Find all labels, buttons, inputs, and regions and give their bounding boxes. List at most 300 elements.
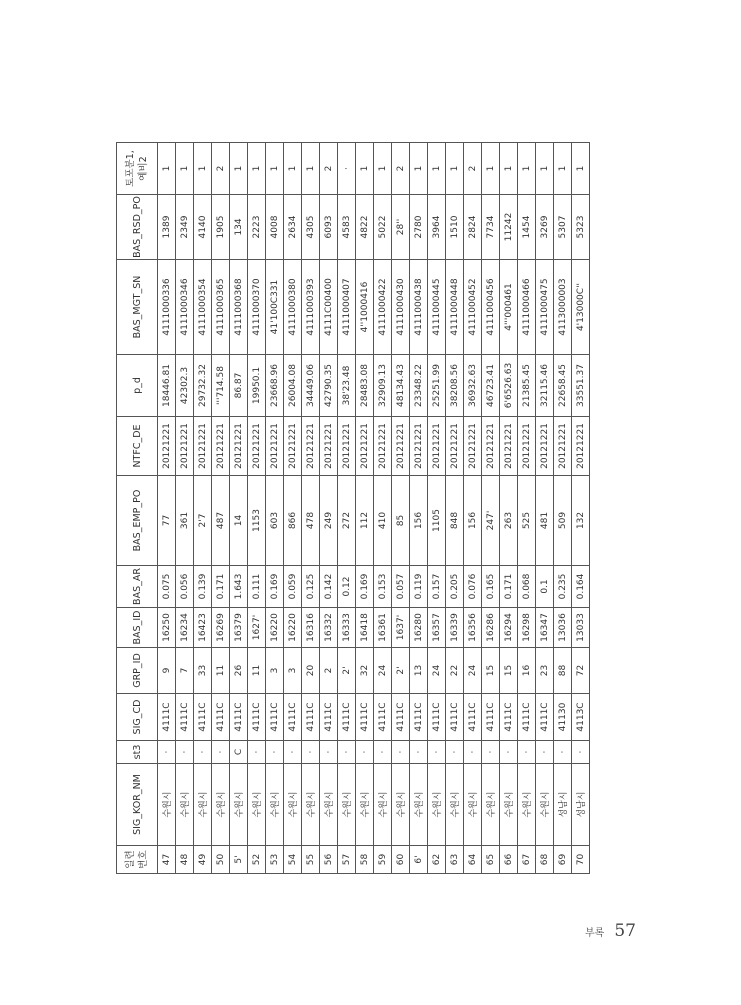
table-cell: 21385.45 [518, 355, 536, 417]
table-cell: 26 [230, 648, 248, 694]
table-cell: 16294 [500, 608, 518, 648]
table-cell: 수원시 [284, 764, 302, 846]
table-cell: 16332 [320, 608, 338, 648]
table-cell: 68 [536, 846, 554, 874]
table-cell: 3 [266, 648, 284, 694]
table-cell: 132 [572, 476, 590, 566]
table-cell: 20121221 [572, 417, 590, 476]
table-cell: 1 [500, 143, 518, 195]
table-cell: 2' [392, 648, 410, 694]
table-cell: 20121221 [518, 417, 536, 476]
table-cell: 4111C [176, 694, 194, 741]
table-row [482, 143, 500, 874]
table-cell: 72 [572, 648, 590, 694]
table-cell: 4111000380 [284, 260, 302, 355]
table-cell: 0.171 [212, 566, 230, 608]
table-cell: 3 [284, 648, 302, 694]
table-cell: 20121221 [212, 417, 230, 476]
table-cell: 32909.13 [374, 355, 392, 417]
table-row [212, 143, 230, 874]
table-cell: 0.157 [428, 566, 446, 608]
table-cell: 2'7 [194, 476, 212, 566]
table-cell: 112 [356, 476, 374, 566]
table-cell: 6'6526.63 [500, 355, 518, 417]
table-cell: 0.119 [410, 566, 428, 608]
table-cell: 70 [572, 846, 590, 874]
table-cell: 2 [464, 143, 482, 195]
table-cell: 4583 [338, 195, 356, 260]
table-cell: 2824 [464, 195, 482, 260]
table-cell: 4111C [284, 694, 302, 741]
table-cell: 2780 [410, 195, 428, 260]
table-cell: 50 [212, 846, 230, 874]
table-cell: 247' [482, 476, 500, 566]
table-cell: 63 [446, 846, 464, 874]
table-cell: C [230, 741, 248, 764]
table-cell: 0.056 [176, 566, 194, 608]
table-cell: 4111C [230, 694, 248, 741]
table-cell: · [500, 741, 518, 764]
table-cell: 16316 [302, 608, 320, 648]
table-cell: 1 [194, 143, 212, 195]
table-cell: 52 [248, 846, 266, 874]
table-cell: 32 [356, 648, 374, 694]
table-cell: 18446.81 [158, 355, 176, 417]
table-cell: 4111C [374, 694, 392, 741]
table-cell: 24 [464, 648, 482, 694]
table-cell: 16298 [518, 608, 536, 648]
table-cell: 4111C [428, 694, 446, 741]
table-cell: 0.111 [248, 566, 266, 608]
table-row [176, 143, 194, 874]
table-cell: 1 [266, 143, 284, 195]
table-cell: 2349 [176, 195, 194, 260]
footer-section-label: 부록 [585, 927, 605, 939]
table-cell: 20121221 [464, 417, 482, 476]
table-cell: · [248, 741, 266, 764]
table-cell: 0.12 [338, 566, 356, 608]
table-cell: 성남시 [572, 764, 590, 846]
table-cell: 410 [374, 476, 392, 566]
table-cell: 1105 [428, 476, 446, 566]
table-cell: 49 [194, 846, 212, 874]
table-cell: 1905 [212, 195, 230, 260]
table-cell: 22 [446, 648, 464, 694]
table-cell: 4111000438 [410, 260, 428, 355]
table-cell: 4111000445 [428, 260, 446, 355]
table-cell: 55 [302, 846, 320, 874]
table-cell: 603 [266, 476, 284, 566]
table-cell: 6' [410, 846, 428, 874]
table-cell: 수원시 [518, 764, 536, 846]
table-cell: 66 [500, 846, 518, 874]
table-cell: 13036 [554, 608, 572, 648]
table-cell: 134 [230, 195, 248, 260]
table-cell: 1 [482, 143, 500, 195]
table-cell: · [374, 741, 392, 764]
table-cell: 2 [392, 143, 410, 195]
table-body [158, 143, 590, 874]
table-cell: 38'23.48 [338, 355, 356, 417]
col-header-bas-id: BAS_ID [117, 608, 158, 648]
table-cell: 0.165 [482, 566, 500, 608]
col-header-serial: 일련 번호 [117, 846, 158, 874]
table-cell: 20121221 [554, 417, 572, 476]
table-cell: 20121221 [248, 417, 266, 476]
table-cell: 수원시 [176, 764, 194, 846]
table-cell: 1 [284, 143, 302, 195]
table-cell: · [338, 741, 356, 764]
table-cell: 4113C [572, 694, 590, 741]
table-cell: 1.643 [230, 566, 248, 608]
table-cell: 7 [176, 648, 194, 694]
table-cell: 수원시 [338, 764, 356, 846]
table-cell: 수원시 [410, 764, 428, 846]
table-cell: 38208.56 [446, 355, 464, 417]
table-cell: '''714.58 [212, 355, 230, 417]
table-cell: 19950.1 [248, 355, 266, 417]
table-cell: 29732.32 [194, 355, 212, 417]
col-header-p-d: p_d [117, 355, 158, 417]
page-number: 57 [614, 921, 636, 941]
table-cell: 20121221 [338, 417, 356, 476]
table-cell: 34449.06 [302, 355, 320, 417]
table-cell: 3964 [428, 195, 446, 260]
table-cell: 0.076 [464, 566, 482, 608]
table-cell: 32115.46 [536, 355, 554, 417]
table-cell: 15 [482, 648, 500, 694]
table-row [284, 143, 302, 874]
table-row [374, 143, 392, 874]
table-cell: 5022 [374, 195, 392, 260]
table-cell: 4111C [464, 694, 482, 741]
table-cell: 4111000393 [302, 260, 320, 355]
table-cell: 0.068 [518, 566, 536, 608]
table-cell: 4140 [194, 195, 212, 260]
table-cell: 28483.08 [356, 355, 374, 417]
table-cell: 16 [518, 648, 536, 694]
table-cell: 2 [320, 648, 338, 694]
table-cell: 20121221 [374, 417, 392, 476]
table-cell: 23668.96 [266, 355, 284, 417]
table-cell: 4111C [410, 694, 428, 741]
table-cell: 1 [230, 143, 248, 195]
table-cell: 0.075 [158, 566, 176, 608]
table-cell: 1 [374, 143, 392, 195]
col-header-bas-ar: BAS_AR [117, 566, 158, 608]
table-cell: · [284, 741, 302, 764]
table-cell: 수원시 [320, 764, 338, 846]
table-cell: 5307 [554, 195, 572, 260]
table-cell: 41130 [554, 694, 572, 741]
table-cell: 54 [284, 846, 302, 874]
table-cell: 4111C [446, 694, 464, 741]
table-cell: 1 [554, 143, 572, 195]
table-cell: 1 [572, 143, 590, 195]
table-cell: · [464, 741, 482, 764]
table-cell: 46723.41 [482, 355, 500, 417]
table-cell: 16339 [446, 608, 464, 648]
table-cell: · [266, 741, 284, 764]
table-cell: 2634 [284, 195, 302, 260]
table-cell: 0.153 [374, 566, 392, 608]
table-cell: 478 [302, 476, 320, 566]
table-cell: · [482, 741, 500, 764]
table-cell: 9 [158, 648, 176, 694]
table-cell: 1 [356, 143, 374, 195]
table-row [464, 143, 482, 874]
table-cell: 1 [302, 143, 320, 195]
table-cell: 1454 [518, 195, 536, 260]
table-cell: 20121221 [392, 417, 410, 476]
table-cell: 1 [410, 143, 428, 195]
table-row [194, 143, 212, 874]
table-cell: 20121221 [410, 417, 428, 476]
table-cell: 47 [158, 846, 176, 874]
table-cell: 20121221 [428, 417, 446, 476]
table-cell: 20121221 [194, 417, 212, 476]
table-cell: 23348.22 [410, 355, 428, 417]
table-row [554, 143, 572, 874]
table-cell: 16250 [158, 608, 176, 648]
table-cell: 16423 [194, 608, 212, 648]
table-cell: 성남시 [554, 764, 572, 846]
table-cell: 2 [212, 143, 230, 195]
table-cell: 59 [374, 846, 392, 874]
table-cell: 16357 [428, 608, 446, 648]
table-cell: · [428, 741, 446, 764]
table-cell: 20121221 [266, 417, 284, 476]
table-cell: 20121221 [284, 417, 302, 476]
data-table [116, 142, 590, 874]
table-cell: 4111000430 [392, 260, 410, 355]
table-cell: 4111C [158, 694, 176, 741]
table-cell: 16269 [212, 608, 230, 648]
table-cell: 1389 [158, 195, 176, 260]
table-cell: 57 [338, 846, 356, 874]
table-cell: 263 [500, 476, 518, 566]
header-row [117, 143, 158, 874]
table-cell: 361 [176, 476, 194, 566]
table-cell: 4111000456 [482, 260, 500, 355]
table-cell: 4111000354 [194, 260, 212, 355]
page-footer [585, 921, 636, 941]
table-cell: 수원시 [158, 764, 176, 846]
table-cell: 4111000336 [158, 260, 176, 355]
table-cell: 0.169 [356, 566, 374, 608]
table-cell: 0.139 [194, 566, 212, 608]
table-cell: 525 [518, 476, 536, 566]
table-cell: 56 [320, 846, 338, 874]
table-cell: 28'' [392, 195, 410, 260]
table-row [536, 143, 554, 874]
table-cell: 24 [374, 648, 392, 694]
col-header-reserve: 토포분1, 예비2 [117, 143, 158, 195]
table-cell: 4113000003 [554, 260, 572, 355]
table-cell: 1 [428, 143, 446, 195]
table-cell: 4305 [302, 195, 320, 260]
table-cell: 수원시 [482, 764, 500, 846]
table-cell: 85 [392, 476, 410, 566]
table-cell: 4111C [392, 694, 410, 741]
table-cell: 13 [410, 648, 428, 694]
table-cell: 1 [176, 143, 194, 195]
table-cell: 16234 [176, 608, 194, 648]
table-cell: 1 [536, 143, 554, 195]
table-cell: 4111C [482, 694, 500, 741]
table-cell: · [212, 741, 230, 764]
table-cell: 3269 [536, 195, 554, 260]
table-cell: 16220 [266, 608, 284, 648]
table-row [266, 143, 284, 874]
table-cell: 4111000448 [446, 260, 464, 355]
table-cell: · [536, 741, 554, 764]
col-header-sig-cd: SIG_CD [117, 694, 158, 741]
table-cell: 4111C [302, 694, 320, 741]
table-cell: 20121221 [482, 417, 500, 476]
table-cell: 69 [554, 846, 572, 874]
table-cell: 4008 [266, 195, 284, 260]
table-cell: 11242 [500, 195, 518, 260]
table-row [158, 143, 176, 874]
table-cell: 5323 [572, 195, 590, 260]
rotated-table-container [116, 143, 622, 874]
table-cell: 509 [554, 476, 572, 566]
table-cell: · [338, 143, 356, 195]
table-cell: 16280 [410, 608, 428, 648]
table-row [428, 143, 446, 874]
table-cell: 33551.37 [572, 355, 590, 417]
table-cell: 86.87 [230, 355, 248, 417]
table-cell: 23 [536, 648, 554, 694]
table-cell: 487 [212, 476, 230, 566]
table-cell: 16286 [482, 608, 500, 648]
table-cell: 272 [338, 476, 356, 566]
table-cell: 1 [158, 143, 176, 195]
table-cell: 4111000346 [176, 260, 194, 355]
table-cell: 1153 [248, 476, 266, 566]
table-row [230, 143, 248, 874]
table-cell: 16361 [374, 608, 392, 648]
table-cell: 33 [194, 648, 212, 694]
table-cell: 20121221 [446, 417, 464, 476]
table-cell: 4111C [248, 694, 266, 741]
table-cell: 13033 [572, 608, 590, 648]
table-cell: 26004.08 [284, 355, 302, 417]
col-header-ntfc-de: NTFC_DE [117, 417, 158, 476]
table-cell: 20121221 [158, 417, 176, 476]
table-cell: 0.169 [266, 566, 284, 608]
table-cell: 16333 [338, 608, 356, 648]
col-header-sig-kor-nm: SIG_KOR_NM [117, 764, 158, 846]
table-cell: 수원시 [536, 764, 554, 846]
table-row [572, 143, 590, 874]
table-cell: 88 [554, 648, 572, 694]
table-cell: 24 [428, 648, 446, 694]
table-cell: 48 [176, 846, 194, 874]
table-cell: 4111C [356, 694, 374, 741]
table-cell: 수원시 [464, 764, 482, 846]
table-cell: 수원시 [266, 764, 284, 846]
table-cell: 16220 [284, 608, 302, 648]
table-cell: 41'100C331 [266, 260, 284, 355]
table-cell: 20121221 [176, 417, 194, 476]
table-cell: · [410, 741, 428, 764]
table-cell: 62 [428, 846, 446, 874]
table-cell: · [356, 741, 374, 764]
table-cell: 11 [212, 648, 230, 694]
col-header-st3: st3 [117, 741, 158, 764]
table-cell: 4111000365 [212, 260, 230, 355]
table-cell: 67 [518, 846, 536, 874]
table-cell: 4111C [266, 694, 284, 741]
table-row [320, 143, 338, 874]
table-cell: 0.057 [392, 566, 410, 608]
table-cell: 4111000452 [464, 260, 482, 355]
table-cell: 4111C00400 [320, 260, 338, 355]
table-cell: · [572, 741, 590, 764]
table-cell: 0.125 [302, 566, 320, 608]
table-cell: 20121221 [320, 417, 338, 476]
table-cell: 4111C [518, 694, 536, 741]
table-cell: 1510 [446, 195, 464, 260]
table-cell: 16356 [464, 608, 482, 648]
table-row [500, 143, 518, 874]
table-cell: 156 [410, 476, 428, 566]
table-cell: 4111C [536, 694, 554, 741]
table-cell: 848 [446, 476, 464, 566]
table-cell: 0.1 [536, 566, 554, 608]
table-row [410, 143, 428, 874]
table-cell: 7734 [482, 195, 500, 260]
table-cell: 20121221 [500, 417, 518, 476]
table-cell: 수원시 [428, 764, 446, 846]
table-cell: 수원시 [212, 764, 230, 846]
table-cell: 1627' [248, 608, 266, 648]
table-cell: 11 [248, 648, 266, 694]
table-cell: 4111000475 [536, 260, 554, 355]
table-cell: 1 [518, 143, 536, 195]
table-cell: 156 [464, 476, 482, 566]
table-cell: 2 [320, 143, 338, 195]
table-cell: 0.142 [320, 566, 338, 608]
table-cell: 77 [158, 476, 176, 566]
table-cell: 수원시 [248, 764, 266, 846]
table-cell: 20121221 [356, 417, 374, 476]
table-cell: 16379 [230, 608, 248, 648]
table-cell: 4'13000C'' [572, 260, 590, 355]
table-row [302, 143, 320, 874]
table-cell: · [320, 741, 338, 764]
table-cell: 수원시 [356, 764, 374, 846]
table-cell: 60 [392, 846, 410, 874]
table-cell: 20 [302, 648, 320, 694]
table-row [248, 143, 266, 874]
table-cell: 수원시 [374, 764, 392, 846]
table-cell: 수원시 [194, 764, 212, 846]
table-cell: 249 [320, 476, 338, 566]
table-cell: 20121221 [302, 417, 320, 476]
table-cell: 16347 [536, 608, 554, 648]
col-header-bas-emp-po: BAS_EMP_PO [117, 476, 158, 566]
table-cell: 866 [284, 476, 302, 566]
table-cell: 1637' [392, 608, 410, 648]
table-cell: 4111000370 [248, 260, 266, 355]
table-cell: 2223 [248, 195, 266, 260]
table-cell: 25251.99 [428, 355, 446, 417]
table-cell: 4111C [500, 694, 518, 741]
table-cell: 4822 [356, 195, 374, 260]
